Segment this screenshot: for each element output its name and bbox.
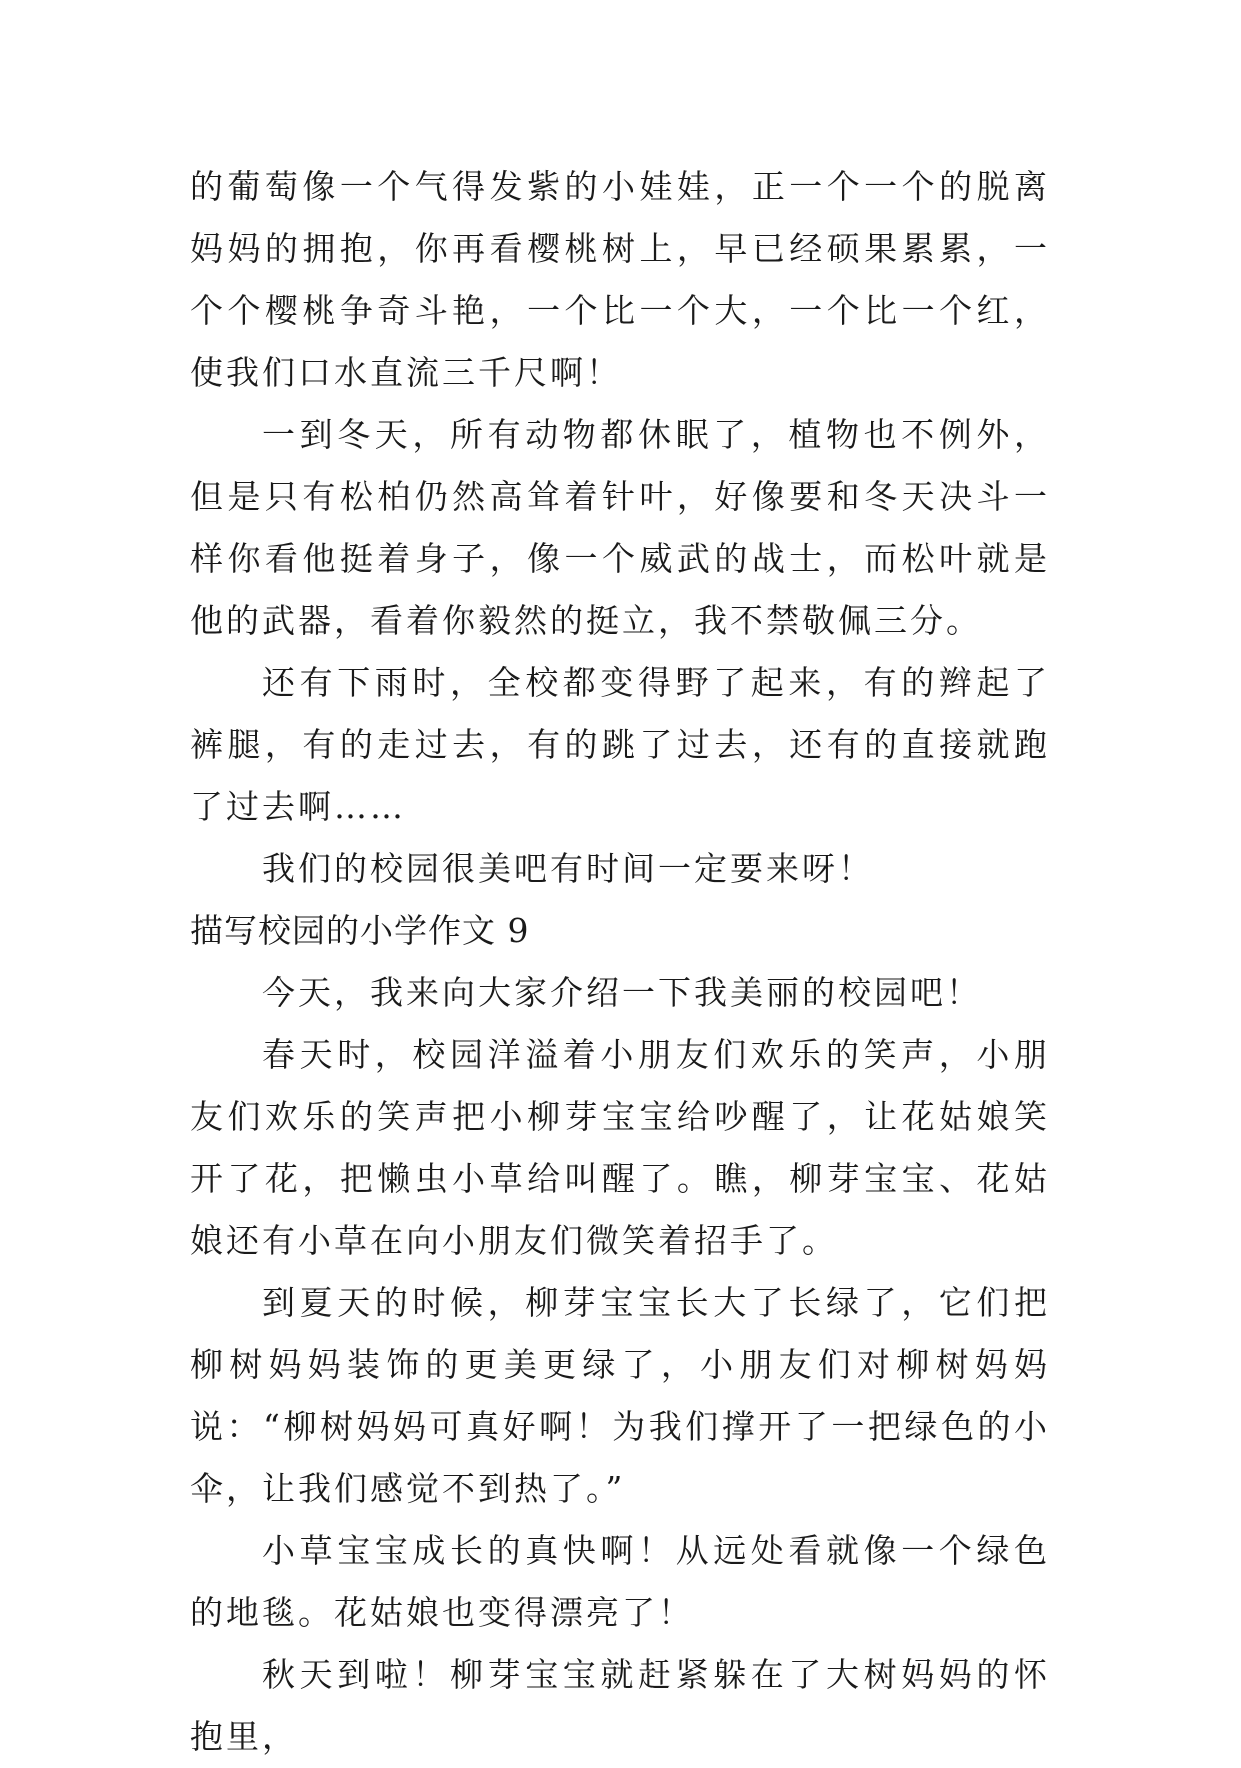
document-body (190, 156, 1050, 1768)
paragraph-spring: 春天时，校园洋溢着小朋友们欢乐的笑声，小朋友们欢乐的笑声把小柳芽宝宝给吵醒了，让花姑娘笑开了花，把懒虫小草给叫醒了。瞧，柳芽宝宝、花姑娘还有小草在向小朋友们微笑着招手了。 (190, 1035, 1050, 1260)
paragraph-grapes-cherries: 的葡萄像一个气得发紫的小娃娃，正一个一个的脱离妈妈的拥抱，你再看樱桃树上，早已经硕果累累，一个个樱桃争奇斗艳，一个比一个大，一个比一个红，使我们口水直流三千尺啊！ (190, 167, 1050, 392)
paragraph-summer: 到夏天的时候，柳芽宝宝长大了长绿了，它们把柳树妈妈装饰的更美更绿了，小朋友们对柳树妈妈说：“柳树妈妈可真好啊！为我们撑开了一把绿色的小伞，让我们感觉不到热了。” (190, 1283, 1050, 1508)
paragraph-grass: 小草宝宝成长的真快啊！从远处看就像一个绿色的地毯。花姑娘也变得漂亮了！ (190, 1531, 1050, 1632)
paragraph-invitation: 我们的校园很美吧有时间一定要来呀！ (262, 849, 874, 888)
paragraph-autumn: 秋天到啦！柳芽宝宝就赶紧躲在了大树妈妈的怀抱里， (190, 1655, 1050, 1756)
paragraph-winter: 一到冬天，所有动物都休眠了，植物也不例外，但是只有松柏仍然高耸着针叶，好像要和冬天决斗一样你看他挺着身子，像一个威武的战士，而松叶就是他的武器，看着你毅然的挺立，我不禁敬佩三分。 (190, 415, 1050, 640)
essay-heading: 描写校园的小学作文 9 (190, 911, 530, 950)
paragraph-rain: 还有下雨时，全校都变得野了起来，有的辫起了裤腿，有的走过去，有的跳了过去，还有的直接就跑了过去啊…… (190, 663, 1050, 826)
paragraph-intro: 今天，我来向大家介绍一下我美丽的校园吧！ (262, 973, 982, 1012)
